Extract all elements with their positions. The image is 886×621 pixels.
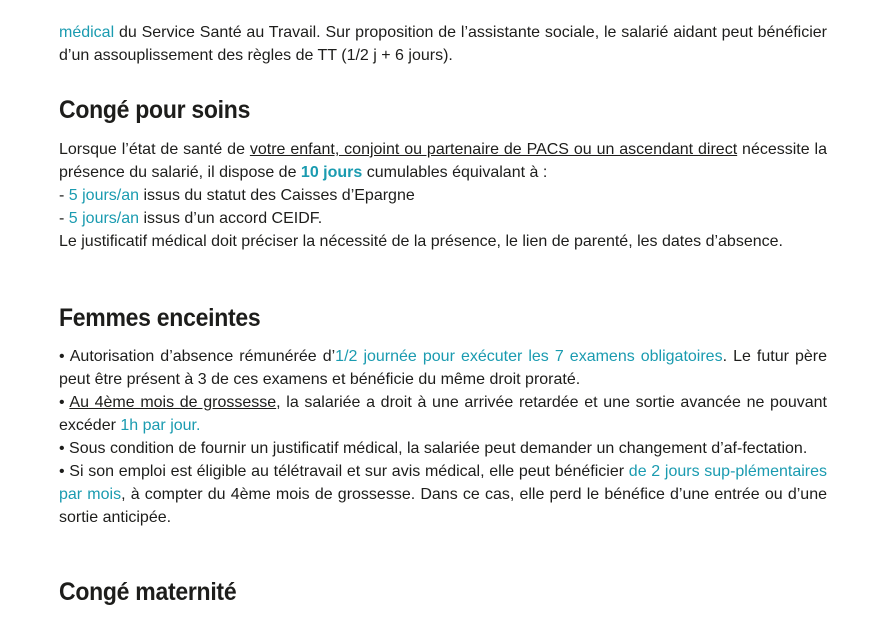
femmes-bullet-3: • Sous condition de fournir un justificatif médical, la salariée peut demander un changement d’af-fectation. — [59, 440, 808, 457]
bullet-highlight: de 2 jours sup-plémentaires par mois — [59, 463, 828, 503]
section-conge-soins — [59, 138, 827, 253]
bullet-underlined: Au 4ème mois de grossesse — [69, 394, 277, 411]
bullet-text: • Autorisation d’absence rémunérée d’ — [59, 348, 336, 365]
soins-paragraph — [59, 138, 827, 184]
bullet-text-2: . Le futur père peut être présent à 3 de ces examens et bénéficie du même droit proraté. — [59, 348, 828, 388]
femmes-bullet-2 — [59, 391, 827, 437]
bullet-text: • Si son emploi est éligible au télétravail et sur avis médical, elle peut bénéficier — [59, 463, 629, 480]
intro-teal-text: médical — [59, 24, 115, 41]
soins-text: Lorsque l’état de santé de — [59, 141, 250, 158]
intro-text: du Service Santé au Travail. Sur proposition de l’assistante sociale, le salarié aidant peut bénéficier d’un assouplissement des règles de TT (1/2 j + 6 jours). — [59, 24, 827, 64]
soins-closing: Le justificatif médical doit préciser la nécessité de la présence, le lien de parenté, les dates d’absence. — [59, 233, 783, 250]
soins-text-3: cumulables équivalant à : — [362, 164, 548, 181]
femmes-bullet-1 — [59, 345, 827, 391]
soins-days-highlight: 10 jours — [300, 164, 363, 181]
bullet-text: , la salariée a droit à une arrivée retardée et une sortie avancée ne pouvant excéder — [59, 394, 827, 434]
heading-conge-soins: Congé pour soins — [59, 96, 251, 124]
section-femmes-enceintes — [59, 345, 827, 529]
soins-item-1 — [59, 184, 827, 207]
item-prefix: - — [59, 187, 69, 204]
femmes-bullet-4 — [59, 460, 827, 529]
item-text: issus du statut des Caisses d’Epargne — [139, 187, 415, 204]
item-highlight: 5 jours/an — [68, 187, 140, 204]
intro-paragraph — [59, 21, 827, 67]
bullet-marker: • — [59, 394, 70, 411]
soins-item-2 — [59, 207, 827, 230]
bullet-highlight: 1h par jour. — [120, 417, 201, 434]
soins-text-2: nécessite la présence du salarié, il dispose de — [59, 141, 828, 181]
bullet-highlight: 1/2 journée pour exécuter les 7 examens obligatoires — [335, 348, 723, 365]
soins-underlined-text: votre enfant, conjoint ou partenaire de PACS ou un ascendant direct — [249, 141, 738, 158]
bullet-text-2: , à compter du 4ème mois de grossesse. Dans ce cas, elle perd le bénéfice d’une entrée ou d’une sortie anticipée. — [59, 486, 827, 526]
item-prefix: - — [59, 210, 69, 227]
item-highlight: 5 jours/an — [68, 210, 140, 227]
heading-femmes-enceintes: Femmes enceintes — [59, 304, 261, 332]
heading-conge-maternite: Congé maternité — [59, 578, 237, 606]
item-text: issus d’un accord CEIDF. — [139, 210, 323, 227]
